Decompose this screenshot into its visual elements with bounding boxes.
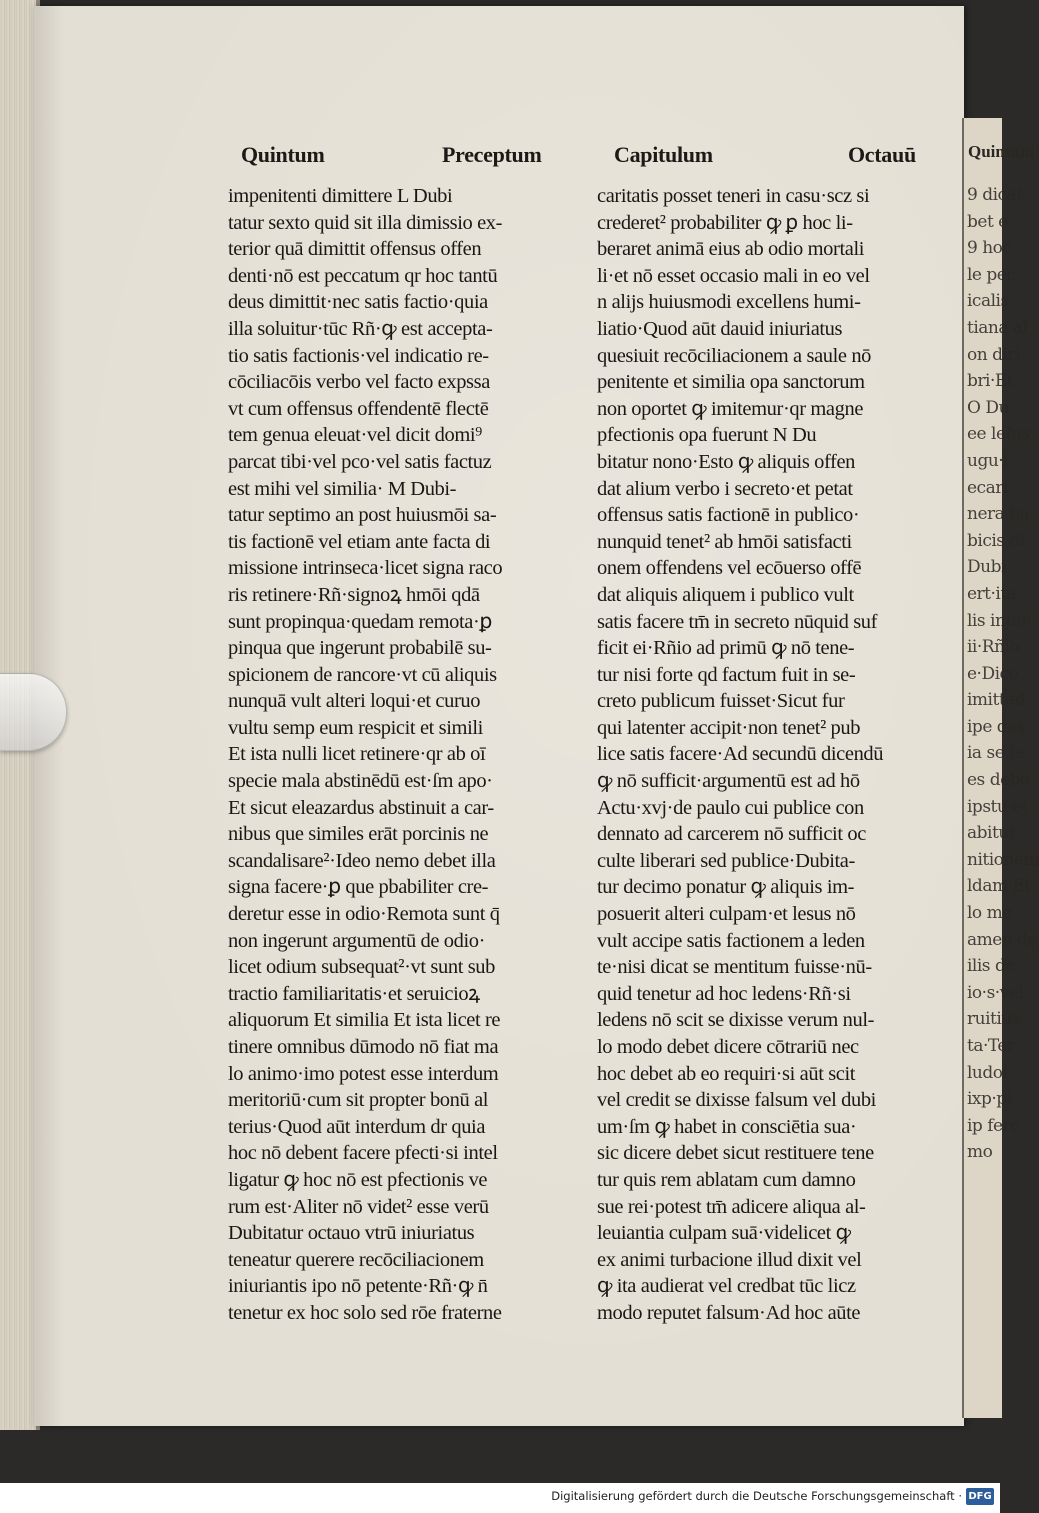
text-line: crederet² probabiliter ꝙ ꝑ hoc li- <box>597 211 853 234</box>
text-line: beraret animā eius ab odio mortali <box>597 238 865 261</box>
text-line: licet odium subsequat²·vt sunt sub <box>228 956 495 979</box>
facing-page-line: es debe <box>967 770 1030 791</box>
text-line: spicionem de rancore·vt cū aliquis <box>228 663 497 686</box>
text-line: illa soluitur·tūc Rñ·ꝙ est accepta- <box>228 317 493 340</box>
facing-page-line: io·s·vel <box>967 982 1024 1003</box>
text-line: ex animi turbacione illud dixit vel <box>597 1248 862 1271</box>
text-line: terior quā dimittit offensus offen <box>228 238 482 261</box>
text-line: ledens nō scit se dixisse verum nul- <box>597 1009 875 1032</box>
facing-page-line: mo <box>967 1142 993 1163</box>
text-line: pinqua que ingerunt probabilē su- <box>228 637 492 660</box>
text-line: sic dicere debet sicut restituere tene <box>597 1142 874 1165</box>
facing-page-line: bri·Et <box>967 371 1014 392</box>
text-line: caritatis posset teneri in casu·scz si <box>597 185 870 207</box>
text-line: creto publicum fuisset·Sicut fur <box>597 690 845 713</box>
text-line: vt cum offensus offendentē flectē <box>228 397 489 420</box>
text-line: vult accipe satis factionem a leden <box>597 929 865 952</box>
text-line: quid tenetur ad hoc ledens·Rñ·si <box>597 982 851 1005</box>
text-line: tem genua eleuat·vel dicit domi⁹ <box>228 424 482 447</box>
text-line: specie mala abstinēdū est·ſm apo· <box>228 770 493 793</box>
text-line: tatur sexto quid sit illa dimissio ex- <box>228 211 503 234</box>
running-head-left-1: Quintum <box>241 142 325 167</box>
text-line: qui latenter accipit·non tenet² pub <box>597 716 861 739</box>
text-line: leuiantia culpam suā·videlicet ꝙ <box>597 1222 851 1245</box>
text-column-left <box>228 183 548 1327</box>
facing-page-line: imitted <box>967 690 1026 711</box>
text-line: deretur esse in odio·Remota sunt q̄ <box>228 903 500 926</box>
text-line: tatur septimo an post huiusmōi sa- <box>228 504 497 527</box>
facing-page-line: lo mo <box>967 903 1012 924</box>
text-line: tur quis rem ablatam cum damno <box>597 1168 856 1191</box>
text-line: onem offendens vel ecōuerso offē <box>597 557 862 580</box>
facing-page-text <box>964 162 1039 1166</box>
text-line: dat alium verbo i secreto·et petat <box>597 477 853 500</box>
text-line: est mihi vel similia· M Dubi- <box>228 477 457 500</box>
footer-bar <box>0 1483 1000 1513</box>
text-line: non oportet ꝙ imitemur·qr magne <box>597 397 864 420</box>
text-line: ficit ei·Rñio ad primū ꝙ nō tene- <box>597 637 855 660</box>
text-line: modo reputet falsum·Ad hoc aūte <box>597 1301 861 1324</box>
text-line: aliquorum Et similia Et ista licet re <box>228 1009 501 1032</box>
text-line: ligatur ꝙ hoc nō est pfectionis ve <box>228 1168 488 1191</box>
text-line: tractio familiaritatis·et seruicioꝝ <box>228 982 480 1005</box>
facing-page-line: lis inter <box>967 610 1029 631</box>
text-line: tinere omnibus dūmodo nō fiat ma <box>228 1036 499 1058</box>
text-line: culte liberari sed publice·Dubita- <box>597 849 855 872</box>
facing-page-line: nitionem <box>967 849 1039 870</box>
text-line: li·et nō esset occasio mali in eo vel <box>597 264 870 287</box>
text-line: lo modo debet dicere cōtrariū nec <box>597 1036 859 1058</box>
facing-page-line: ipstu·et <box>967 796 1029 817</box>
text-line: dat aliquis aliquem i publico vult <box>597 583 854 606</box>
text-line: ꝙ nō sufficit·argumentū est ad hō <box>597 770 860 793</box>
text-line: nibus que similes erāt porcinis ne <box>228 823 489 846</box>
text-line: dennato ad carcerem nō sufficit oc <box>597 823 866 846</box>
digitization-credit: Digitalisierung gefördert durch die Deutsche Forschungsgemeinschaft · <box>551 1489 962 1503</box>
text-line: sue rei·potest tm̄ adicere aliqua al- <box>597 1195 866 1218</box>
text-line: meritoriū·cum sit propter bonū al <box>228 1089 489 1112</box>
text-line: lice satis facere·Ad secundū dicendū <box>597 743 884 766</box>
facing-page-line: ta·Ter <box>967 1036 1015 1056</box>
facing-page-line: ldam·Et <box>967 876 1031 897</box>
text-line: vultu semp eum respicit et simili <box>228 716 483 739</box>
text-column-right <box>597 183 927 1327</box>
text-line: scandalisare²·Ideo nemo debet illa <box>228 849 496 872</box>
text-line: lo animo·imo potest esse interdum <box>228 1062 499 1085</box>
facing-page-line: e·Dico <box>967 663 1019 684</box>
facing-page-line: on diri <box>967 344 1020 365</box>
text-line: Et sicut eleazardus abstinuit a car- <box>228 796 494 819</box>
text-line: rum est·Aliter nō videt² esse verū <box>228 1195 489 1218</box>
text-line: terius·Quod aūt interdum dr quia <box>228 1115 486 1138</box>
facing-page-line: ia se le <box>967 743 1024 764</box>
text-line: pfectionis opa fuerunt N Du <box>597 424 817 447</box>
facing-page-line: Dubi <box>967 557 1006 578</box>
facing-page-line: ip fere <box>967 1115 1020 1136</box>
text-line: Dubitatur octauo vtrū iniuriatus <box>228 1222 475 1245</box>
text-line: penitente et similia opa sanctorum <box>597 371 865 394</box>
text-line: ris retinere·Rñ·signoꝝ hmōi qdā <box>228 583 480 606</box>
text-line: bitatur nono·Esto ꝙ aliquis offen <box>597 450 856 473</box>
facing-page-line: icalis <box>967 291 1009 312</box>
facing-page-line: ee lefus <box>967 424 1030 445</box>
text-line: Et ista nulli licet retinere·qr ab oī <box>228 743 486 766</box>
facing-page-line: tiana al <box>967 317 1028 338</box>
text-line: quesiuit recōciliacionem a saule nō <box>597 344 872 367</box>
text-line: ꝙ ita audierat vel credbat tūc licz <box>597 1275 856 1298</box>
text-line: non ingerunt argumentū de odio· <box>228 929 486 952</box>
text-line: nunquid tenet² ab hmōi satisfacti <box>597 530 852 553</box>
text-line: sunt propinqua·quedam remota·ꝑ <box>228 610 493 633</box>
text-line: impenitenti dimittere L Dubi <box>228 185 453 207</box>
facing-page-line: nera ba <box>967 504 1030 525</box>
text-line: te·nisi dicat se mentitum fuisse·nū- <box>597 956 872 979</box>
text-line: satis facere tm̄ in secreto nūquid suf <box>597 610 878 633</box>
facing-page-line: ugu·i <box>967 450 1009 471</box>
facing-page-line: amen de <box>967 929 1038 950</box>
dfg-logo-icon: DFG <box>966 1488 994 1505</box>
facing-page-line: le pec <box>967 264 1016 285</box>
facing-page-line: O Du <box>967 397 1009 418</box>
text-line: nunquā vult alteri loqui·et curuo <box>228 690 481 713</box>
facing-page-line: bicis di <box>967 530 1025 551</box>
text-line: denti·nō est peccatum qr hoc tantū <box>228 264 498 287</box>
facing-page-line: ludoi <box>967 1062 1008 1083</box>
facing-page-head: Quintum <box>968 142 1035 161</box>
text-line: tis factionē vel etiam ante facta di <box>228 530 491 553</box>
text-line: tur decimo ponatur ꝙ aliquis im- <box>597 876 855 899</box>
running-head-right-2: Octauū <box>848 142 916 167</box>
facing-page-line: ecari <box>967 477 1008 498</box>
text-line: hoc debet ab eo requiri·si aūt scit <box>597 1062 856 1085</box>
running-head-left-2: Preceptum <box>442 142 542 167</box>
text-line: vel credit se dixisse falsum vel dubi <box>597 1089 876 1112</box>
text-line: liatio·Quod aūt dauid iniuriatus <box>597 317 843 340</box>
facing-page-line: ert·ita <box>967 583 1017 604</box>
text-line: posuerit alteri culpam·et lesus nō <box>597 903 856 926</box>
facing-page-line: ixp·pi <box>967 1089 1012 1110</box>
text-line: signa facere·ꝑ que pbabiliter cre- <box>228 876 489 899</box>
facing-page-line: ilis de <box>967 956 1015 977</box>
facing-page-line: abitur <box>967 823 1017 844</box>
text-line: cōciliacōis verbo vel facto expssa <box>228 371 490 394</box>
text-line: tur nisi forte qd factum fuit in se- <box>597 663 856 686</box>
running-head-right-1: Capitulum <box>614 142 713 167</box>
text-line: um·ſm ꝙ habet in consciētia sua· <box>597 1115 857 1138</box>
text-line: teneatur querere recōciliacionem <box>228 1248 484 1271</box>
facing-page-strip <box>962 118 1039 1418</box>
text-line: tenetur ex hoc solo sed rōe fraterne <box>228 1301 502 1324</box>
text-line: deus dimittit·nec satis factio·quia <box>228 291 488 314</box>
facing-page-line: ii·Rñio <box>967 637 1020 658</box>
facing-page-line: 9 dicat <box>967 185 1023 205</box>
text-line: tio satis factionis·vel indicatio re- <box>228 344 489 367</box>
facing-page-line: ruitius <box>967 1009 1020 1030</box>
text-line: offensus satis factionē in publico· <box>597 504 860 527</box>
text-line: missione intrinseca·licet signa raco <box>228 557 503 580</box>
facing-page-line: bet e <box>967 211 1008 232</box>
text-line: iniuriantis ipo nō petente·Rñ·ꝙ n̄ <box>228 1275 488 1298</box>
facing-page-line: 9 hoc <box>967 238 1012 259</box>
text-line: n alijs huiusmodi excellens humi- <box>597 291 861 314</box>
text-line: Actu·xvj·de paulo cui publice con <box>597 796 864 819</box>
text-line: parcat tibi·vel pco·vel satis factuz <box>228 450 492 473</box>
facing-page-line: ipe des <box>967 716 1025 737</box>
text-line: hoc nō debent facere pfecti·si intel <box>228 1142 498 1165</box>
